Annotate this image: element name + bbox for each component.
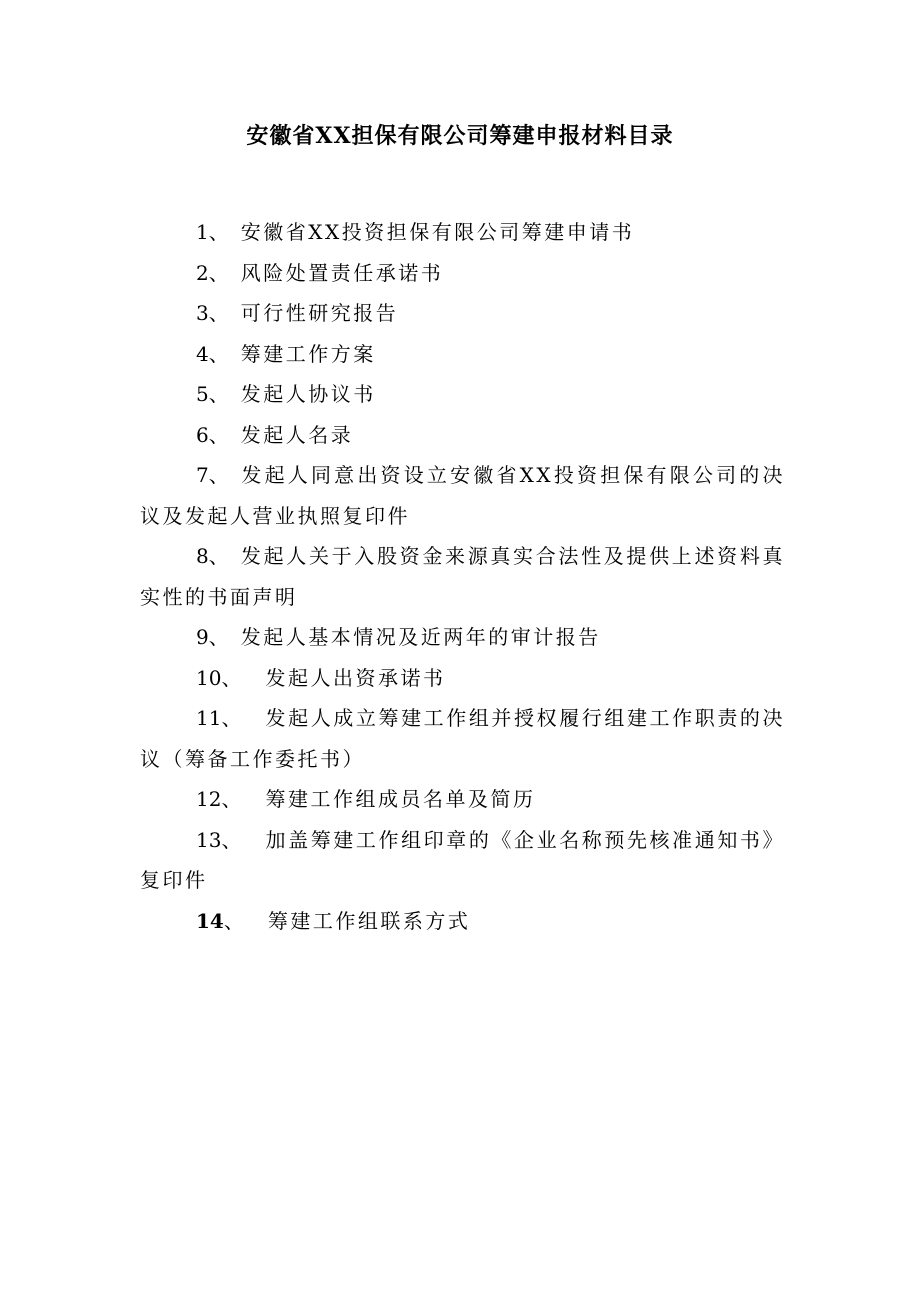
list-item — [140, 293, 785, 334]
item-separator: 、 — [208, 301, 232, 325]
item-number: 6 — [196, 422, 209, 447]
item-separator: 、 — [223, 908, 247, 933]
item-number: 12 — [196, 787, 222, 811]
list-item — [140, 779, 785, 820]
item-separator: 、 — [208, 625, 232, 649]
list-item — [140, 374, 785, 415]
item-text: 安徽省XX投资担保有限公司筹建申请书 — [240, 220, 635, 244]
item-number: 11 — [196, 706, 222, 730]
item-number: 7 — [196, 463, 209, 487]
item-separator: 、 — [208, 463, 232, 487]
list-item — [140, 820, 785, 901]
item-separator: 、 — [221, 787, 244, 811]
item-text: 发起人名录 — [240, 422, 354, 447]
item-separator: 、 — [208, 382, 232, 406]
list-item — [140, 901, 785, 942]
list-item — [140, 658, 785, 699]
list-item — [140, 698, 785, 779]
item-text: 发起人协议书 — [240, 382, 376, 406]
table-of-contents — [140, 212, 785, 941]
list-item — [140, 334, 785, 375]
item-separator: 、 — [221, 665, 244, 690]
item-text: 发起人出资承诺书 — [265, 665, 446, 690]
item-number: 14 — [196, 908, 224, 933]
item-separator: 、 — [208, 544, 232, 568]
item-text: 可行性研究报告 — [240, 301, 399, 325]
item-separator: 、 — [221, 827, 244, 852]
list-item — [140, 415, 785, 456]
item-text: 发起人基本情况及近两年的审计报告 — [240, 625, 601, 649]
item-number: 8 — [196, 544, 209, 568]
list-item — [140, 212, 785, 253]
item-separator: 、 — [208, 260, 232, 285]
item-text: 筹建工作方案 — [240, 341, 376, 366]
list-item — [140, 617, 785, 658]
item-number: 3 — [196, 301, 209, 325]
item-separator: 、 — [208, 341, 232, 366]
list-item — [140, 253, 785, 294]
item-text: 发起人同意出资设立安徽省XX投资担保有限公司的决议及发起人营业执照复印件 — [140, 463, 785, 528]
item-text: 筹建工作组联系方式 — [267, 908, 471, 933]
item-number: 5 — [196, 382, 209, 406]
item-text: 加盖筹建工作组印章的《企业名称预先核准通知书》复印件 — [140, 827, 785, 892]
item-number: 4 — [196, 341, 209, 366]
item-number: 13 — [196, 827, 222, 852]
page-title: 安徽省XX担保有限公司筹建申报材料目录 — [246, 123, 674, 149]
list-item — [140, 455, 785, 536]
item-text: 发起人成立筹建工作组并授权履行组建工作职责的决议（筹备工作委托书） — [140, 706, 785, 771]
item-separator: 、 — [208, 422, 232, 447]
item-number: 10 — [196, 665, 222, 690]
item-text: 发起人关于入股资金来源真实合法性及提供上述资料真实性的书面声明 — [140, 544, 785, 609]
item-separator: 、 — [208, 220, 232, 244]
item-number: 1 — [196, 220, 209, 244]
item-number: 2 — [196, 260, 209, 285]
list-item — [140, 536, 785, 617]
item-text: 风险处置责任承诺书 — [240, 260, 444, 285]
item-separator: 、 — [221, 706, 244, 730]
item-text: 筹建工作组成员名单及简历 — [265, 787, 536, 811]
item-number: 9 — [196, 625, 209, 649]
